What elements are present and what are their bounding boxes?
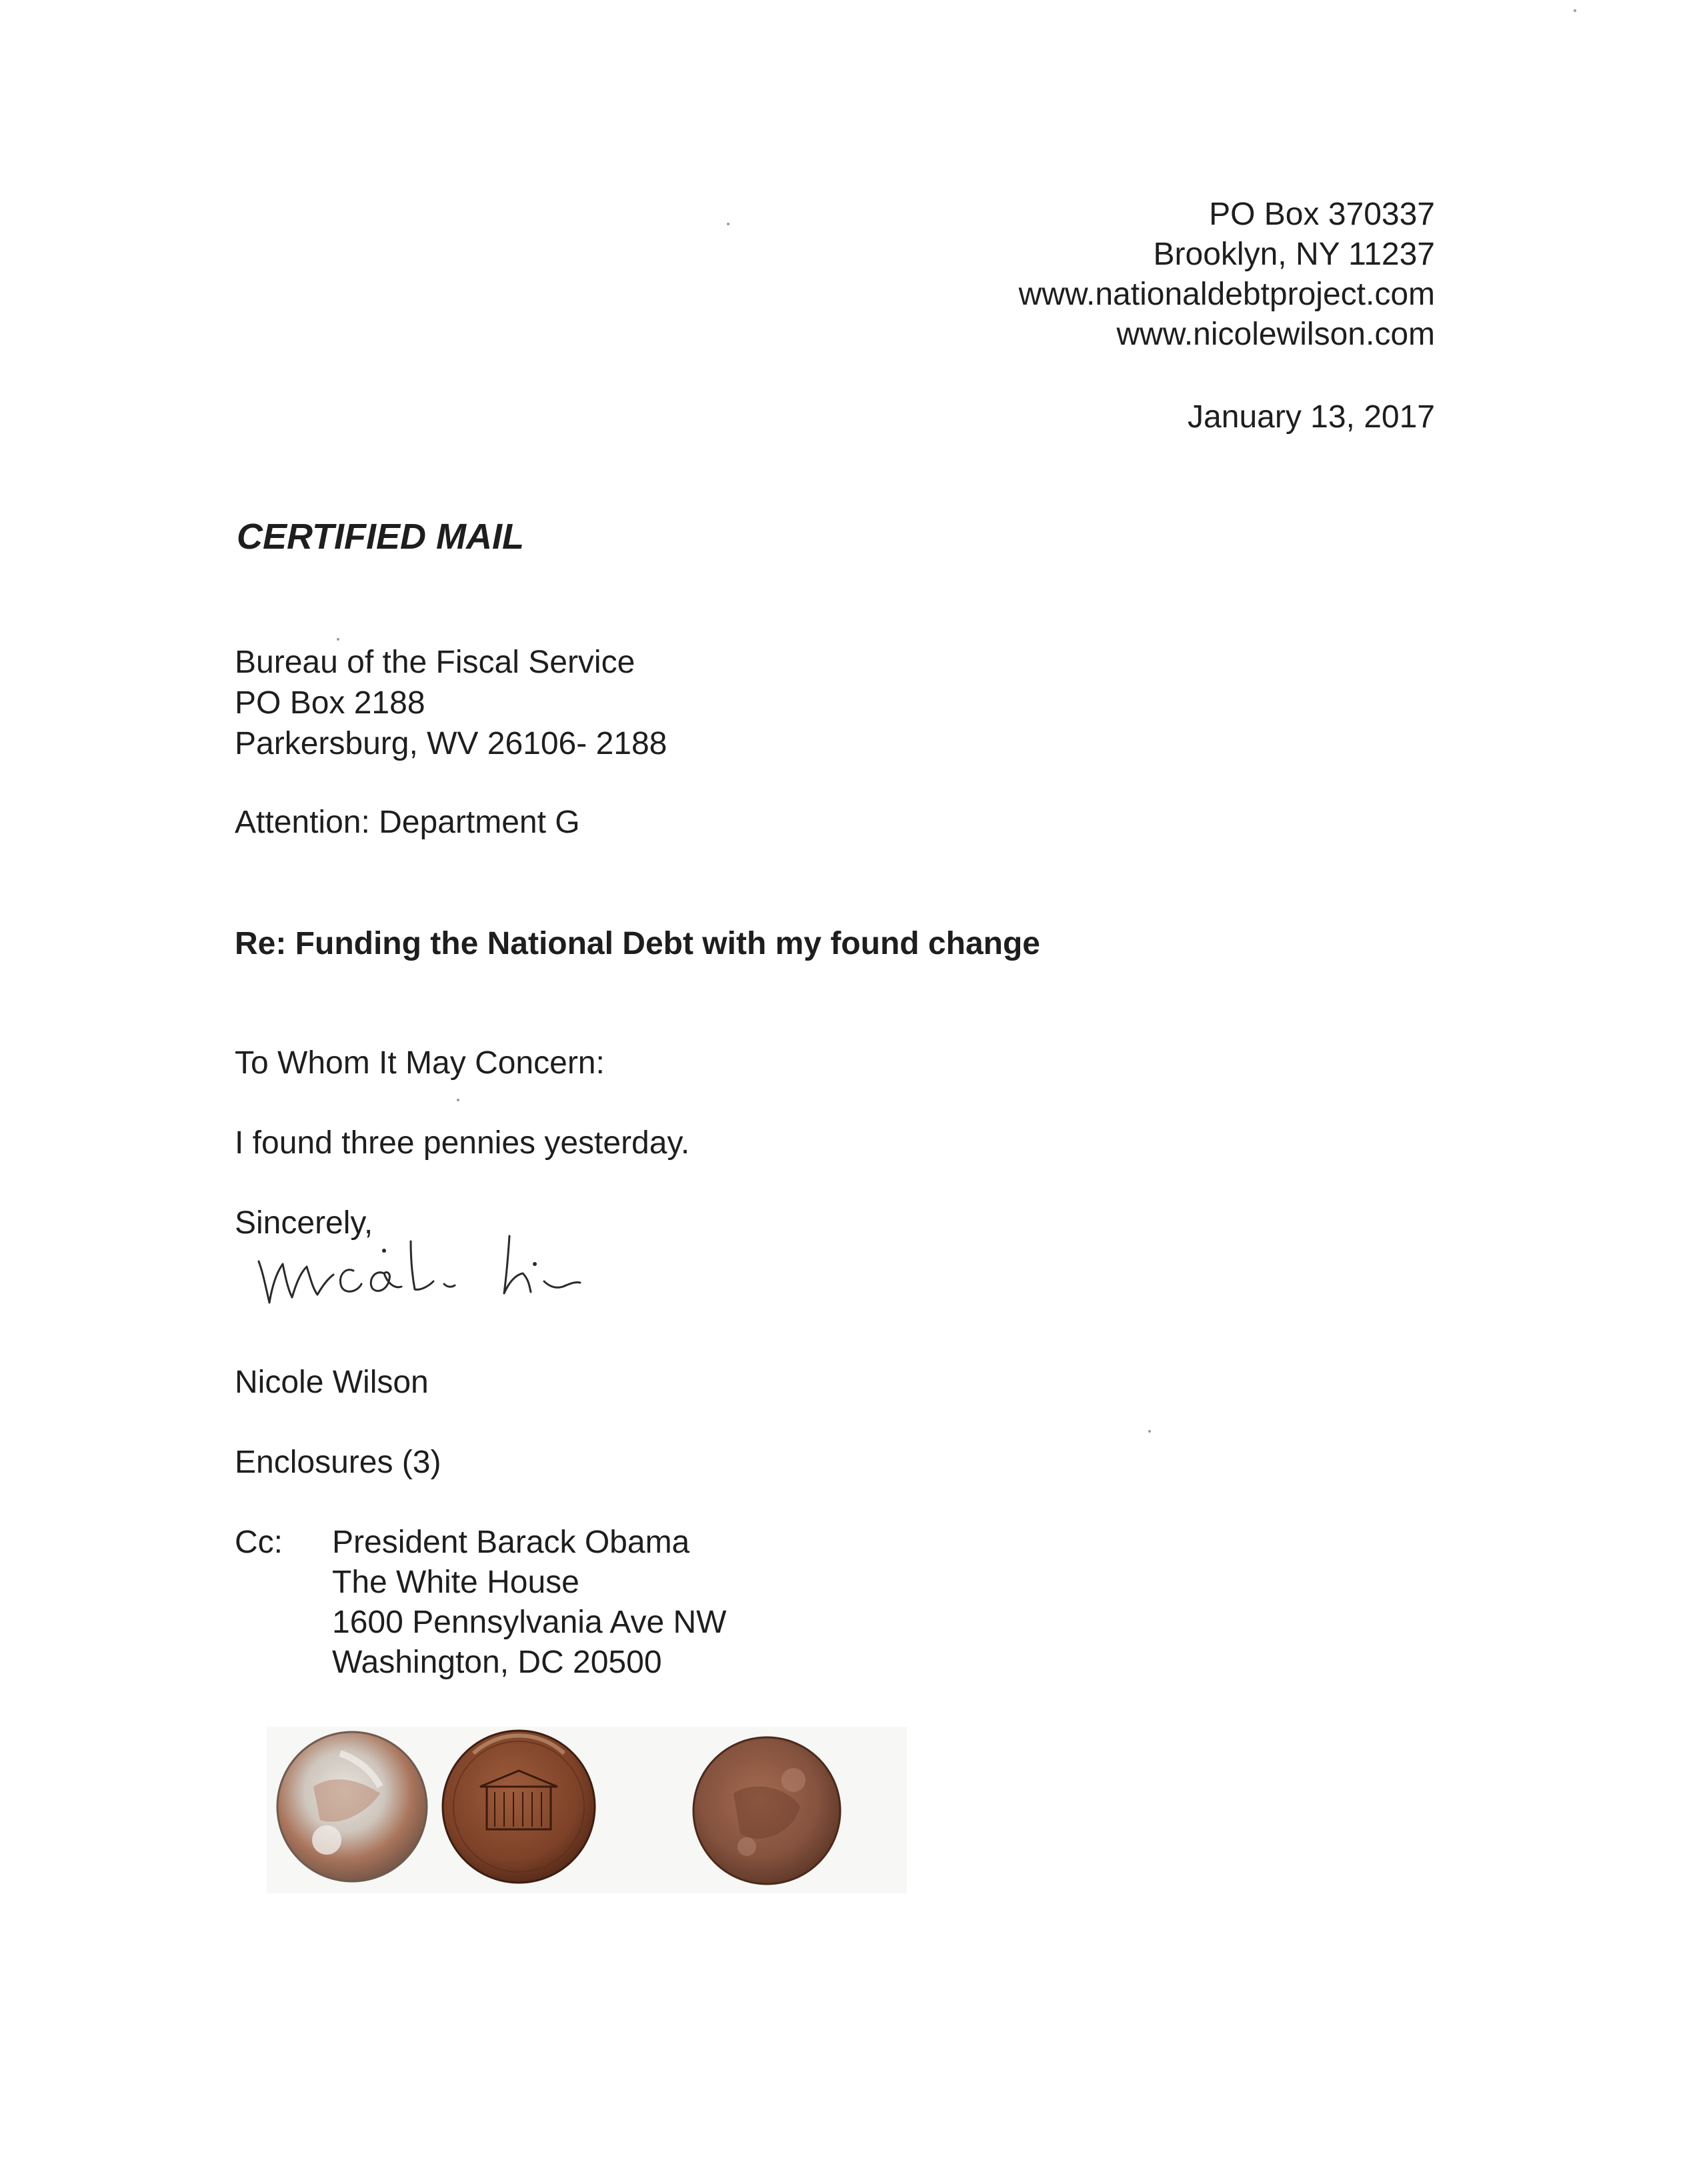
recipient-po-box: PO Box 2188	[235, 685, 425, 721]
enclosed-pennies	[267, 1713, 907, 1907]
scan-speck	[337, 638, 339, 641]
subject-line: Re: Funding the National Debt with my found change	[235, 926, 1040, 961]
sender-po-box: PO Box 370337	[1209, 197, 1435, 232]
penny-3	[693, 1737, 840, 1884]
cc-label: Cc:	[235, 1525, 283, 1560]
handwritten-signature	[253, 1220, 633, 1320]
penny-1	[277, 1732, 427, 1881]
scan-speck	[1148, 1430, 1151, 1433]
sender-city: Brooklyn, NY 11237	[1153, 237, 1435, 272]
recipient-address-block	[235, 642, 667, 764]
sender-website-nicole-wilson: www.nicolewilson.com	[1116, 317, 1435, 352]
sender-website-national-debt: www.nationaldebtproject.com	[1018, 277, 1435, 312]
letter-date: January 13, 2017	[1188, 399, 1435, 435]
signer-name: Nicole Wilson	[235, 1365, 429, 1400]
enclosures-line: Enclosures (3)	[235, 1445, 441, 1480]
recipient-name: Bureau of the Fiscal Service	[235, 645, 635, 680]
letter-body: I found three pennies yesterday.	[235, 1125, 690, 1161]
cc-address-line-3: Washington, DC 20500	[332, 1645, 662, 1680]
scan-speck	[457, 1099, 459, 1101]
scan-speck	[727, 223, 729, 225]
cc-name: President Barack Obama	[332, 1525, 690, 1560]
cc-address-line-1: The White House	[332, 1565, 579, 1600]
sender-address-block	[1019, 195, 1435, 355]
attention-line: Attention: Department G	[235, 805, 580, 840]
closing: Sincerely,	[235, 1205, 373, 1241]
recipient-city: Parkersburg, WV 26106- 2188	[235, 726, 667, 761]
cc-address-block	[332, 1523, 726, 1683]
salutation: To Whom It May Concern:	[235, 1045, 605, 1081]
cc-address-line-2: 1600 Pennsylvania Ave NW	[332, 1605, 727, 1640]
penny-2	[443, 1731, 595, 1883]
scan-speck	[1574, 9, 1576, 12]
certified-mail-heading: CERTIFIED MAIL	[237, 517, 524, 557]
